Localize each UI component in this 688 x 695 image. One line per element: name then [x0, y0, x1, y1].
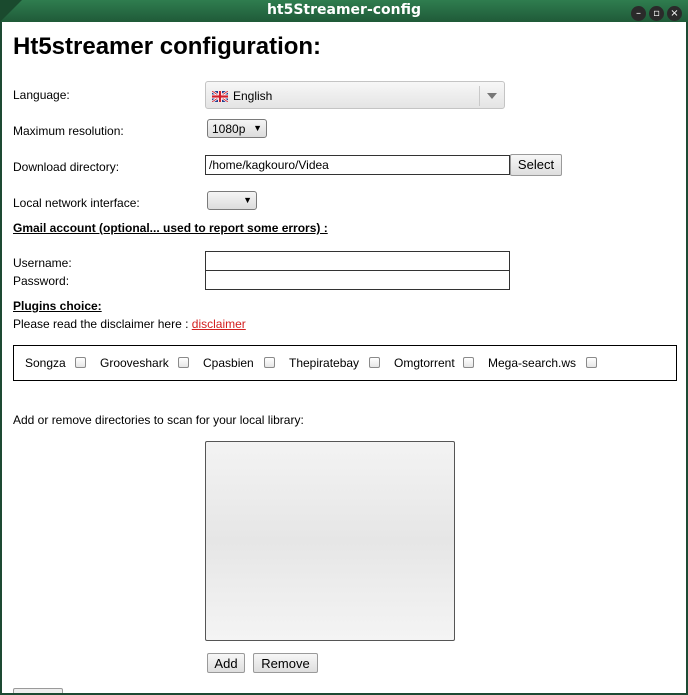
language-dropdown[interactable] [205, 81, 505, 109]
config-form [2, 22, 686, 693]
username-input[interactable] [205, 251, 510, 271]
resolution-select[interactable] [207, 119, 267, 138]
page-title: Ht5streamer configuration: [13, 33, 322, 60]
select-directory-button[interactable]: Select [510, 154, 562, 176]
resolution-value: 1080p [212, 122, 246, 136]
plugins-box [13, 345, 677, 381]
window-controls [628, 3, 682, 21]
download-directory-input[interactable] [205, 155, 510, 175]
select-arrow-icon: ▼ [243, 195, 252, 205]
chevron-down-icon[interactable] [487, 93, 497, 99]
password-input[interactable] [205, 270, 510, 290]
plugin-label-grooveshark: Grooveshark [100, 356, 169, 370]
uk-flag-icon [212, 91, 228, 102]
plugin-label-mega-search: Mega-search.ws [488, 356, 577, 370]
add-directory-button[interactable]: Add [207, 653, 245, 673]
plugin-checkbox-grooveshark[interactable] [178, 357, 189, 368]
plugin-checkbox-thepiratebay[interactable] [369, 357, 380, 368]
disclaimer-line [13, 317, 246, 331]
plugins-heading: Plugins choice: [13, 299, 102, 313]
language-label: Language: [13, 88, 70, 102]
plugin-label-omgtorrent: Omgtorrent [394, 356, 455, 370]
plugin-checkbox-cpasbien[interactable] [264, 357, 275, 368]
password-label: Password: [13, 274, 70, 288]
network-interface-select[interactable] [207, 191, 257, 210]
plugin-label-songza: Songza [25, 356, 66, 370]
download-label: Download directory: [13, 160, 120, 174]
select-arrow-icon: ▼ [253, 123, 262, 133]
bottom-button-partial[interactable] [13, 688, 63, 693]
disclaimer-link[interactable]: disclaimer [191, 317, 246, 331]
library-label: Add or remove directories to scan for your local library: [13, 413, 304, 427]
window-titlebar[interactable] [0, 0, 688, 22]
plugin-label-thepiratebay: Thepiratebay [289, 356, 360, 370]
resolution-label: Maximum resolution: [13, 124, 124, 138]
network-label: Local network interface: [13, 196, 140, 210]
plugin-checkbox-mega-search[interactable] [586, 357, 597, 368]
plugin-checkbox-songza[interactable] [75, 357, 86, 368]
minimize-icon[interactable]: – [631, 6, 646, 21]
dropdown-separator [479, 86, 480, 106]
plugin-label-cpasbien: Cpasbien [203, 356, 254, 370]
gmail-heading: Gmail account (optional... used to report some errors) : [13, 221, 328, 235]
disclaimer-text: Please read the disclaimer here : [13, 317, 192, 331]
username-label: Username: [13, 256, 72, 270]
remove-directory-button[interactable]: Remove [253, 653, 318, 673]
language-value: English [233, 89, 273, 103]
plugin-checkbox-omgtorrent[interactable] [463, 357, 474, 368]
close-icon[interactable]: × [667, 6, 682, 21]
window-title: ht5Streamer-config [266, 2, 422, 18]
library-directories-list[interactable] [205, 441, 455, 641]
maximize-icon[interactable]: ▫ [649, 6, 664, 21]
